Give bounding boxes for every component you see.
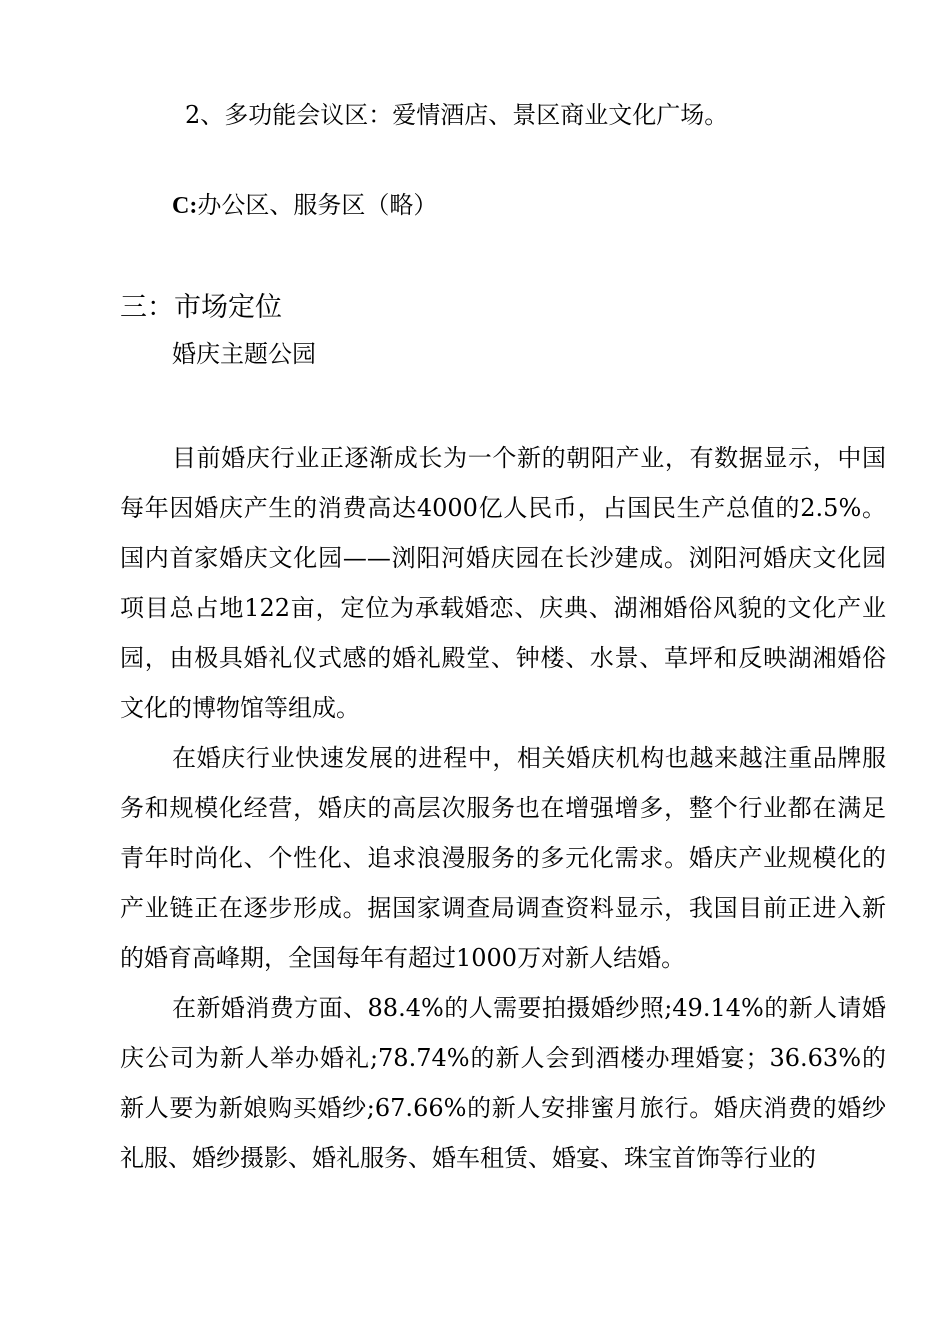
paragraph-consumption-stats: 在新婚消费方面、88.4%的人需要拍摄婚纱照;49.14%的新人请婚庆公司为新人举办婚礼;78.74%的新人会到酒楼办理婚宴；36.63%的新人要为新娘购买婚纱;67.66%的新人安排蜜月旅行。婚庆消费的婚纱礼服、婚纱摄影、婚礼服务、婚车租赁、婚宴、珠宝首饰等行业的 — [120, 994, 886, 1172]
list-item-meeting-area: 2、多功能会议区：爱情酒店、景区商业文化广场。 — [185, 101, 729, 129]
section-three-title: 三：市场定位 — [120, 292, 282, 323]
section-three-subtitle: 婚庆主题公园 — [172, 340, 316, 368]
paragraph-industry-development: 在婚庆行业快速发展的进程中，相关婚庆机构也越来越注重品牌服务和规模化经营，婚庆的高层次服务也在增强增多，整个行业都在满足青年时尚化、个性化、追求浪漫服务的多元化需求。婚庆产业规模化的产业链正在逐步形成。据国家调查局调查资料显示，我国目前正进入新的婚育高峰期，全国每年有超过1000万对新人结婚。 — [120, 744, 886, 972]
section-c-label: C: — [172, 193, 198, 219]
paragraph-industry-overview: 目前婚庆行业正逐渐成长为一个新的朝阳产业，有数据显示，中国每年因婚庆产生的消费高达4000亿人民币，占国民生产总值的2.5%。国内首家婚庆文化园——浏阳河婚庆园在长沙建成。浏阳河婚庆文化园项目总占地122亩，定位为承载婚恋、庆典、湖湘婚俗风貌的文化产业园，由极具婚礼仪式感的婚礼殿堂、钟楼、水景、草坪和反映湖湘婚俗文化的博物馆等组成。 — [120, 444, 886, 722]
section-c-heading — [172, 189, 437, 222]
section-c-text: 办公区、服务区（略） — [197, 191, 438, 219]
